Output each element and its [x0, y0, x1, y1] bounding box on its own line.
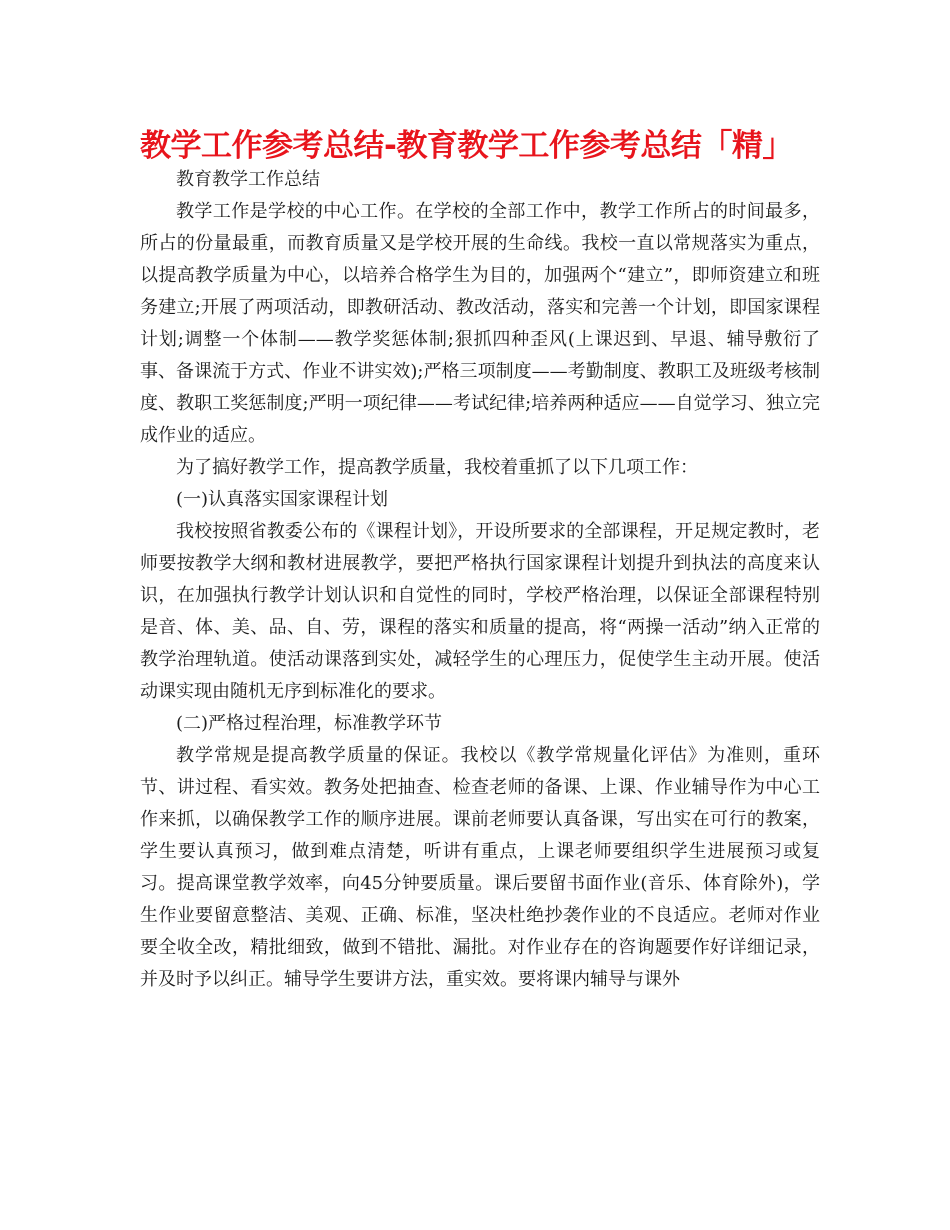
section-heading: (一)认真落实国家课程计划	[176, 489, 389, 510]
document-title: 教学工作参考总结-教育教学工作参考总结「精」	[140, 128, 793, 164]
paragraph: 为了搞好教学工作，提高教学质量，我校着重抓了以下几项工作：	[176, 457, 698, 478]
paragraph: 教学常规是提高教学质量的保证。我校以《教学常规量化评估》为准则，重环节、讲过程、看实效。教务处把抽查、检查老师的备课、上课、作业辅导作为中心工作来抓，以确保教学工作的顺序进展。课前老师要认真备课，写出实在可行的教案，学生要认真预习，做到难点清楚，听讲有重点，上课老师要组织学生进展预习或复习。提高课堂教学效率，向45分钟要质量。课后要留书面作业(音乐、体育除外)，学生作业要留意整洁、美观、正确、标准，坚决杜绝抄袭作业的不良适应。老师对作业要全收全改，精批细致，做到不错批、漏批。对作业存在的咨询题要作好详细记录，并及时予以纠正。辅导学生要讲方法，重实效。要将课内辅导与课外	[140, 745, 820, 990]
paragraph: 我校按照省教委公布的《课程计划》，开设所要求的全部课程，开足规定教时，老师要按教学大纲和教材进展教学，要把严格执行国家课程计划提升到执法的高度来认识，在加强执行教学计划认识和自觉性的同时，学校严格治理，以保证全部课程特别是音、体、美、品、自、劳，课程的落实和质量的提高，将“两操一活动”纳入正常的教学治理轨道。使活动课落到实处，减轻学生的心理压力，促使学生主动开展。使活动课实现由随机无序到标准化的要求。	[140, 521, 820, 702]
paragraph-subtitle: 教育教学工作总结	[176, 169, 320, 190]
document-body	[140, 164, 820, 996]
paragraph: 教学工作是学校的中心工作。在学校的全部工作中，教学工作所占的时间最多，所占的份量最重，而教育质量又是学校开展的生命线。我校一直以常规落实为重点，以提高教学质量为中心，以培养合格学生为目的，加强两个“建立”，即师资建立和班务建立;开展了两项活动，即教研活动、教改活动，落实和完善一个计划，即国家课程计划;调整一个体制——教学奖惩体制;狠抓四种歪风(上课迟到、早退、辅导敷衍了事、备课流于方式、作业不讲实效);严格三项制度——考勤制度、教职工及班级考核制度、教职工奖惩制度;严明一项纪律——考试纪律;培养两种适应——自觉学习、独立完成作业的适应。	[140, 201, 820, 446]
section-heading: (二)严格过程治理，标准教学环节	[176, 713, 443, 734]
